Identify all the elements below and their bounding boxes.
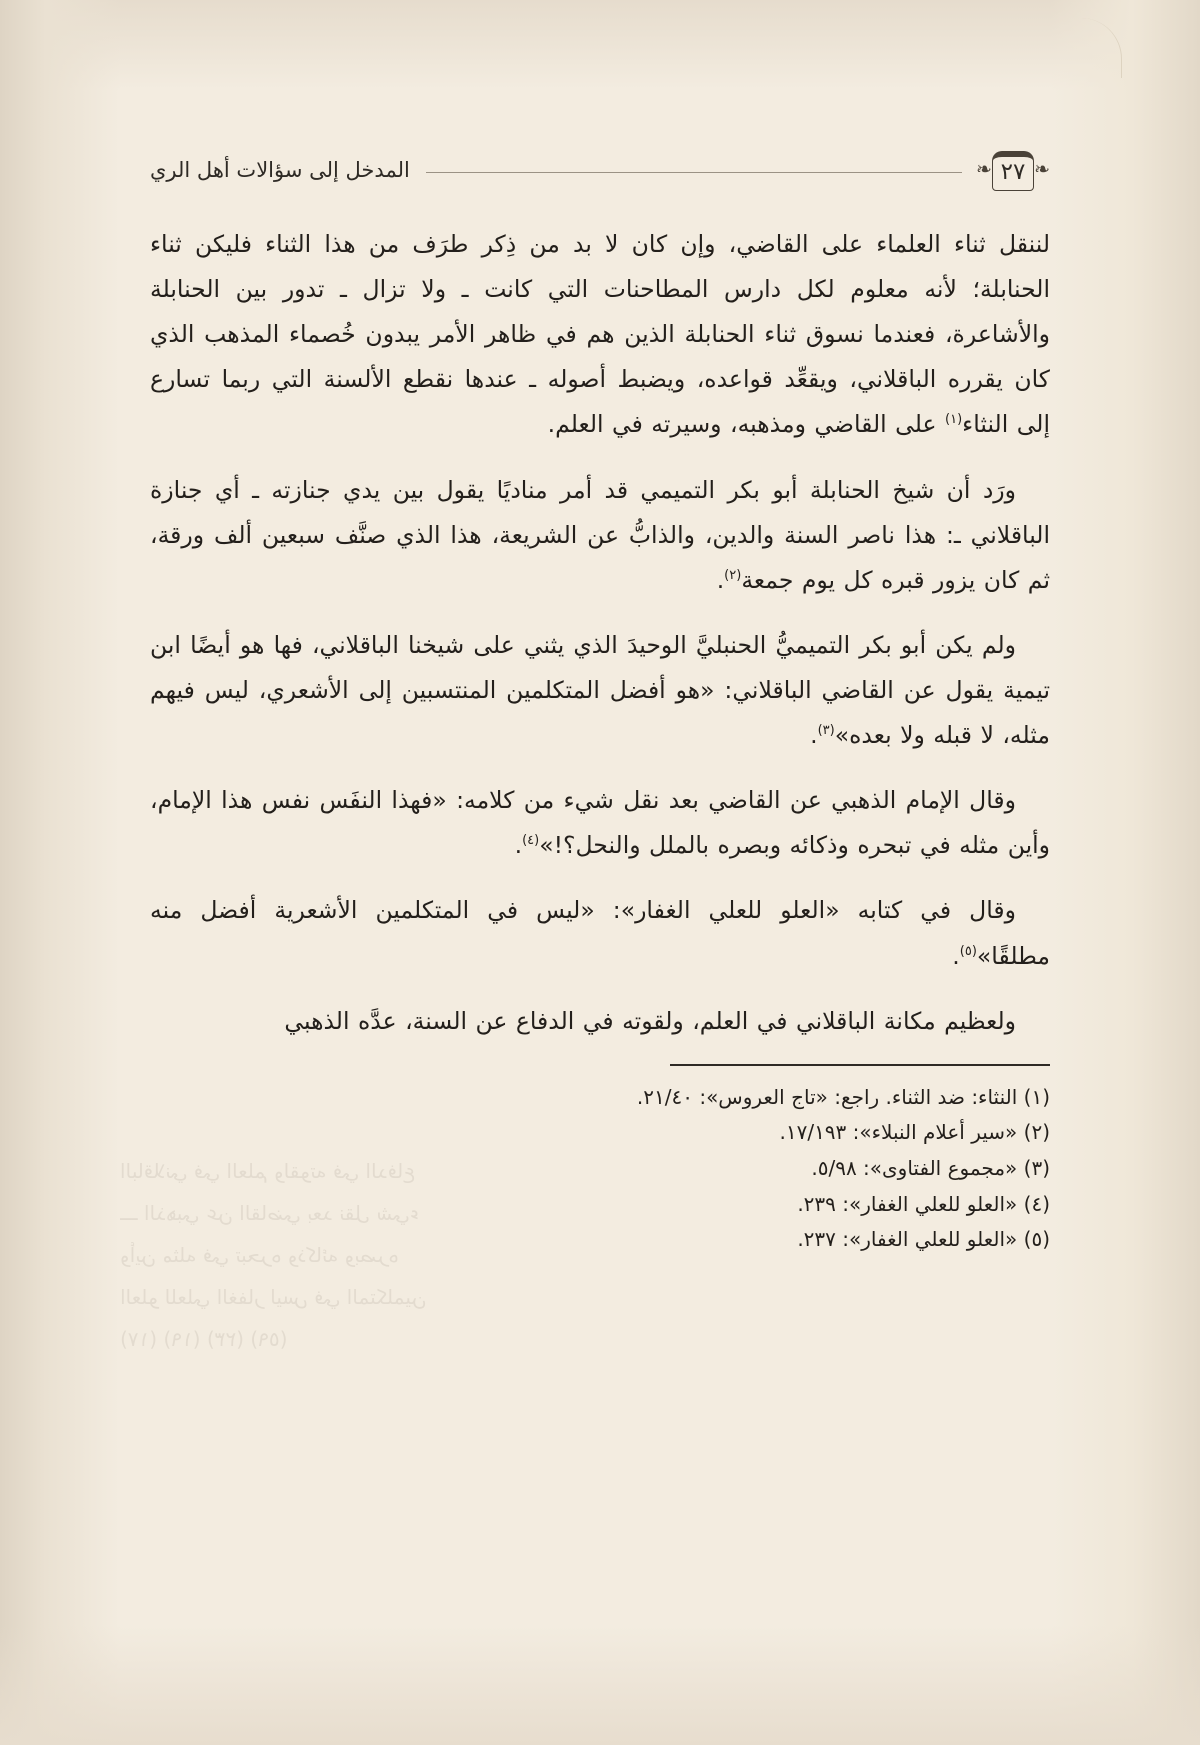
footnote-item: (١) النثاء: ضد الثناء. راجع: «تاج العروس»: ٢١/٤٠. xyxy=(636,1084,1050,1109)
scan-shadow-top xyxy=(0,0,1200,90)
paragraph-4-text: وقال في كتابه «العلو للعلي الغفار»: «ليس في المتكلمين الأشعرية أفضل منه مطلقًا» xyxy=(150,896,1050,970)
footnote-item: (٣) «مجموع الفتاوى»: ٥/٩٨. xyxy=(811,1155,1050,1180)
bleed-line: (١٧) (١٩) (٢٣) (٥٩) xyxy=(120,1327,288,1351)
paragraph-5: ولعظيم مكانة الباقلاني في العلم، ولقوته في الدفاع عن السنة، عدَّه الذهبي xyxy=(284,1006,1016,1035)
header-rule xyxy=(426,172,962,173)
paragraph-1 xyxy=(150,222,1050,448)
bleed-line: ـــ الذهبي عن القاضي بعد نقل شيء xyxy=(120,1201,420,1225)
footnote-marker-4[interactable]: (٤) xyxy=(522,833,540,849)
footnote-marker-1[interactable]: (١) xyxy=(945,412,963,428)
page-text-column xyxy=(150,140,1050,1258)
bleed-line: العلو للعلي الغفار ليس في المتكلمين xyxy=(120,1285,427,1309)
badge-ornament-left-icon: ❧ xyxy=(976,158,992,181)
running-header-title: المدخل إلى سؤالات أهل الري xyxy=(150,158,410,182)
paragraph-2 xyxy=(150,623,1050,758)
scan-shadow-right xyxy=(1050,0,1200,1745)
scan-shadow-bottom xyxy=(0,1625,1200,1745)
paragraph-2-text: ولم يكن أبو بكر التميميُّ الحنبليَّ الوحيدَ الذي يثني على شيخنا الباقلاني، فها هو أيضًا ابن تيمية يقول عن القاضي الباقلاني: «هو أفضل المتكلمين المنتسبين إلى الأشعري، ليس فيهم مثله، لا قبله ولا بعده» xyxy=(150,630,1050,750)
paragraph-waradda-text: ورَد أن شيخ الحنابلة أبو بكر التميمي قد أمر مناديًا يقول بين يدي جنازته ـ أي جنازة الباقلاني ـ: هذا ناصر السنة والدين، والذابُّ عن الشريعة، هذا الذي صنَّف سبعين ألف ورقة، ثم كان يزور قبره كل يوم جمعة xyxy=(150,475,1050,594)
footnotes-list xyxy=(150,1080,1050,1258)
footnote-item: (٥) «العلو للعلي الغفار»: ٢٣٧. xyxy=(797,1227,1050,1252)
page-number-badge xyxy=(976,147,1050,193)
paragraph-2-tail: . xyxy=(810,721,818,750)
paragraph-3-text: وقال الإمام الذهبي عن القاضي بعد نقل شيء من كلامه: «فهذا النفَس نفس هذا الإمام، وأين مثله في تبحره وذكائه وبصره بالملل والنحل؟!» xyxy=(150,786,1050,860)
paragraph-1-text: لننقل ثناء العلماء على القاضي، وإن كان لا بد من ذِكر طرَف من هذا الثناء فليكن ثناء الحنابلة؛ لأنه معلوم لكل دارس المطاحنات التي كانت ـ ولا تزال ـ تدور بين الحنابلة والأشاعرة، فعندما نسوق ثناء الحنابلة الذين هم في ظاهر الأمر يبدون خُصماء المذهب الذي كان يقرره الباقلاني، ويقعِّد قواعده، ويضبط أصوله ـ عندها نقطع الألسنة التي ربما تسارع إلى النثاء xyxy=(150,230,1050,439)
footnote-separator-rule xyxy=(670,1064,1050,1066)
bleed-line: الباقلاني في العلم ولقوته في الدفاع xyxy=(120,1159,416,1183)
page-corner-curl xyxy=(1081,18,1122,78)
footnote-marker-3[interactable]: (٣) xyxy=(817,723,835,739)
footnote-marker-2[interactable]: (٢) xyxy=(724,567,742,583)
badge-ornament-right-icon: ❧ xyxy=(1034,158,1050,181)
body-copy xyxy=(150,222,1050,1044)
footnote-item: (٢) «سير أعلام النبلاء»: ١٧/١٩٣. xyxy=(779,1120,1050,1145)
page-number: ٢٧ xyxy=(1000,159,1026,185)
footnote-marker-5[interactable]: (٥) xyxy=(959,943,977,959)
paragraph-3-tail: . xyxy=(514,831,523,860)
paragraph-4 xyxy=(150,888,1050,978)
paragraph-3 xyxy=(150,778,1050,868)
paragraph-4-tail: . xyxy=(952,941,960,970)
paragraph-1-tail: على القاضي ومذهبه، وسيرته في العلم. xyxy=(547,410,946,439)
running-header xyxy=(150,140,1050,200)
bleed-line: وأين مثله في تبحره وذكائه وبصره xyxy=(120,1243,399,1267)
paragraph-waradda xyxy=(150,468,1050,603)
paragraph-waradda-tail: . xyxy=(716,565,725,594)
scan-shadow-left xyxy=(0,0,120,1745)
footnote-item: (٤) «العلو للعلي الغفار»: ٢٣٩. xyxy=(797,1191,1050,1216)
